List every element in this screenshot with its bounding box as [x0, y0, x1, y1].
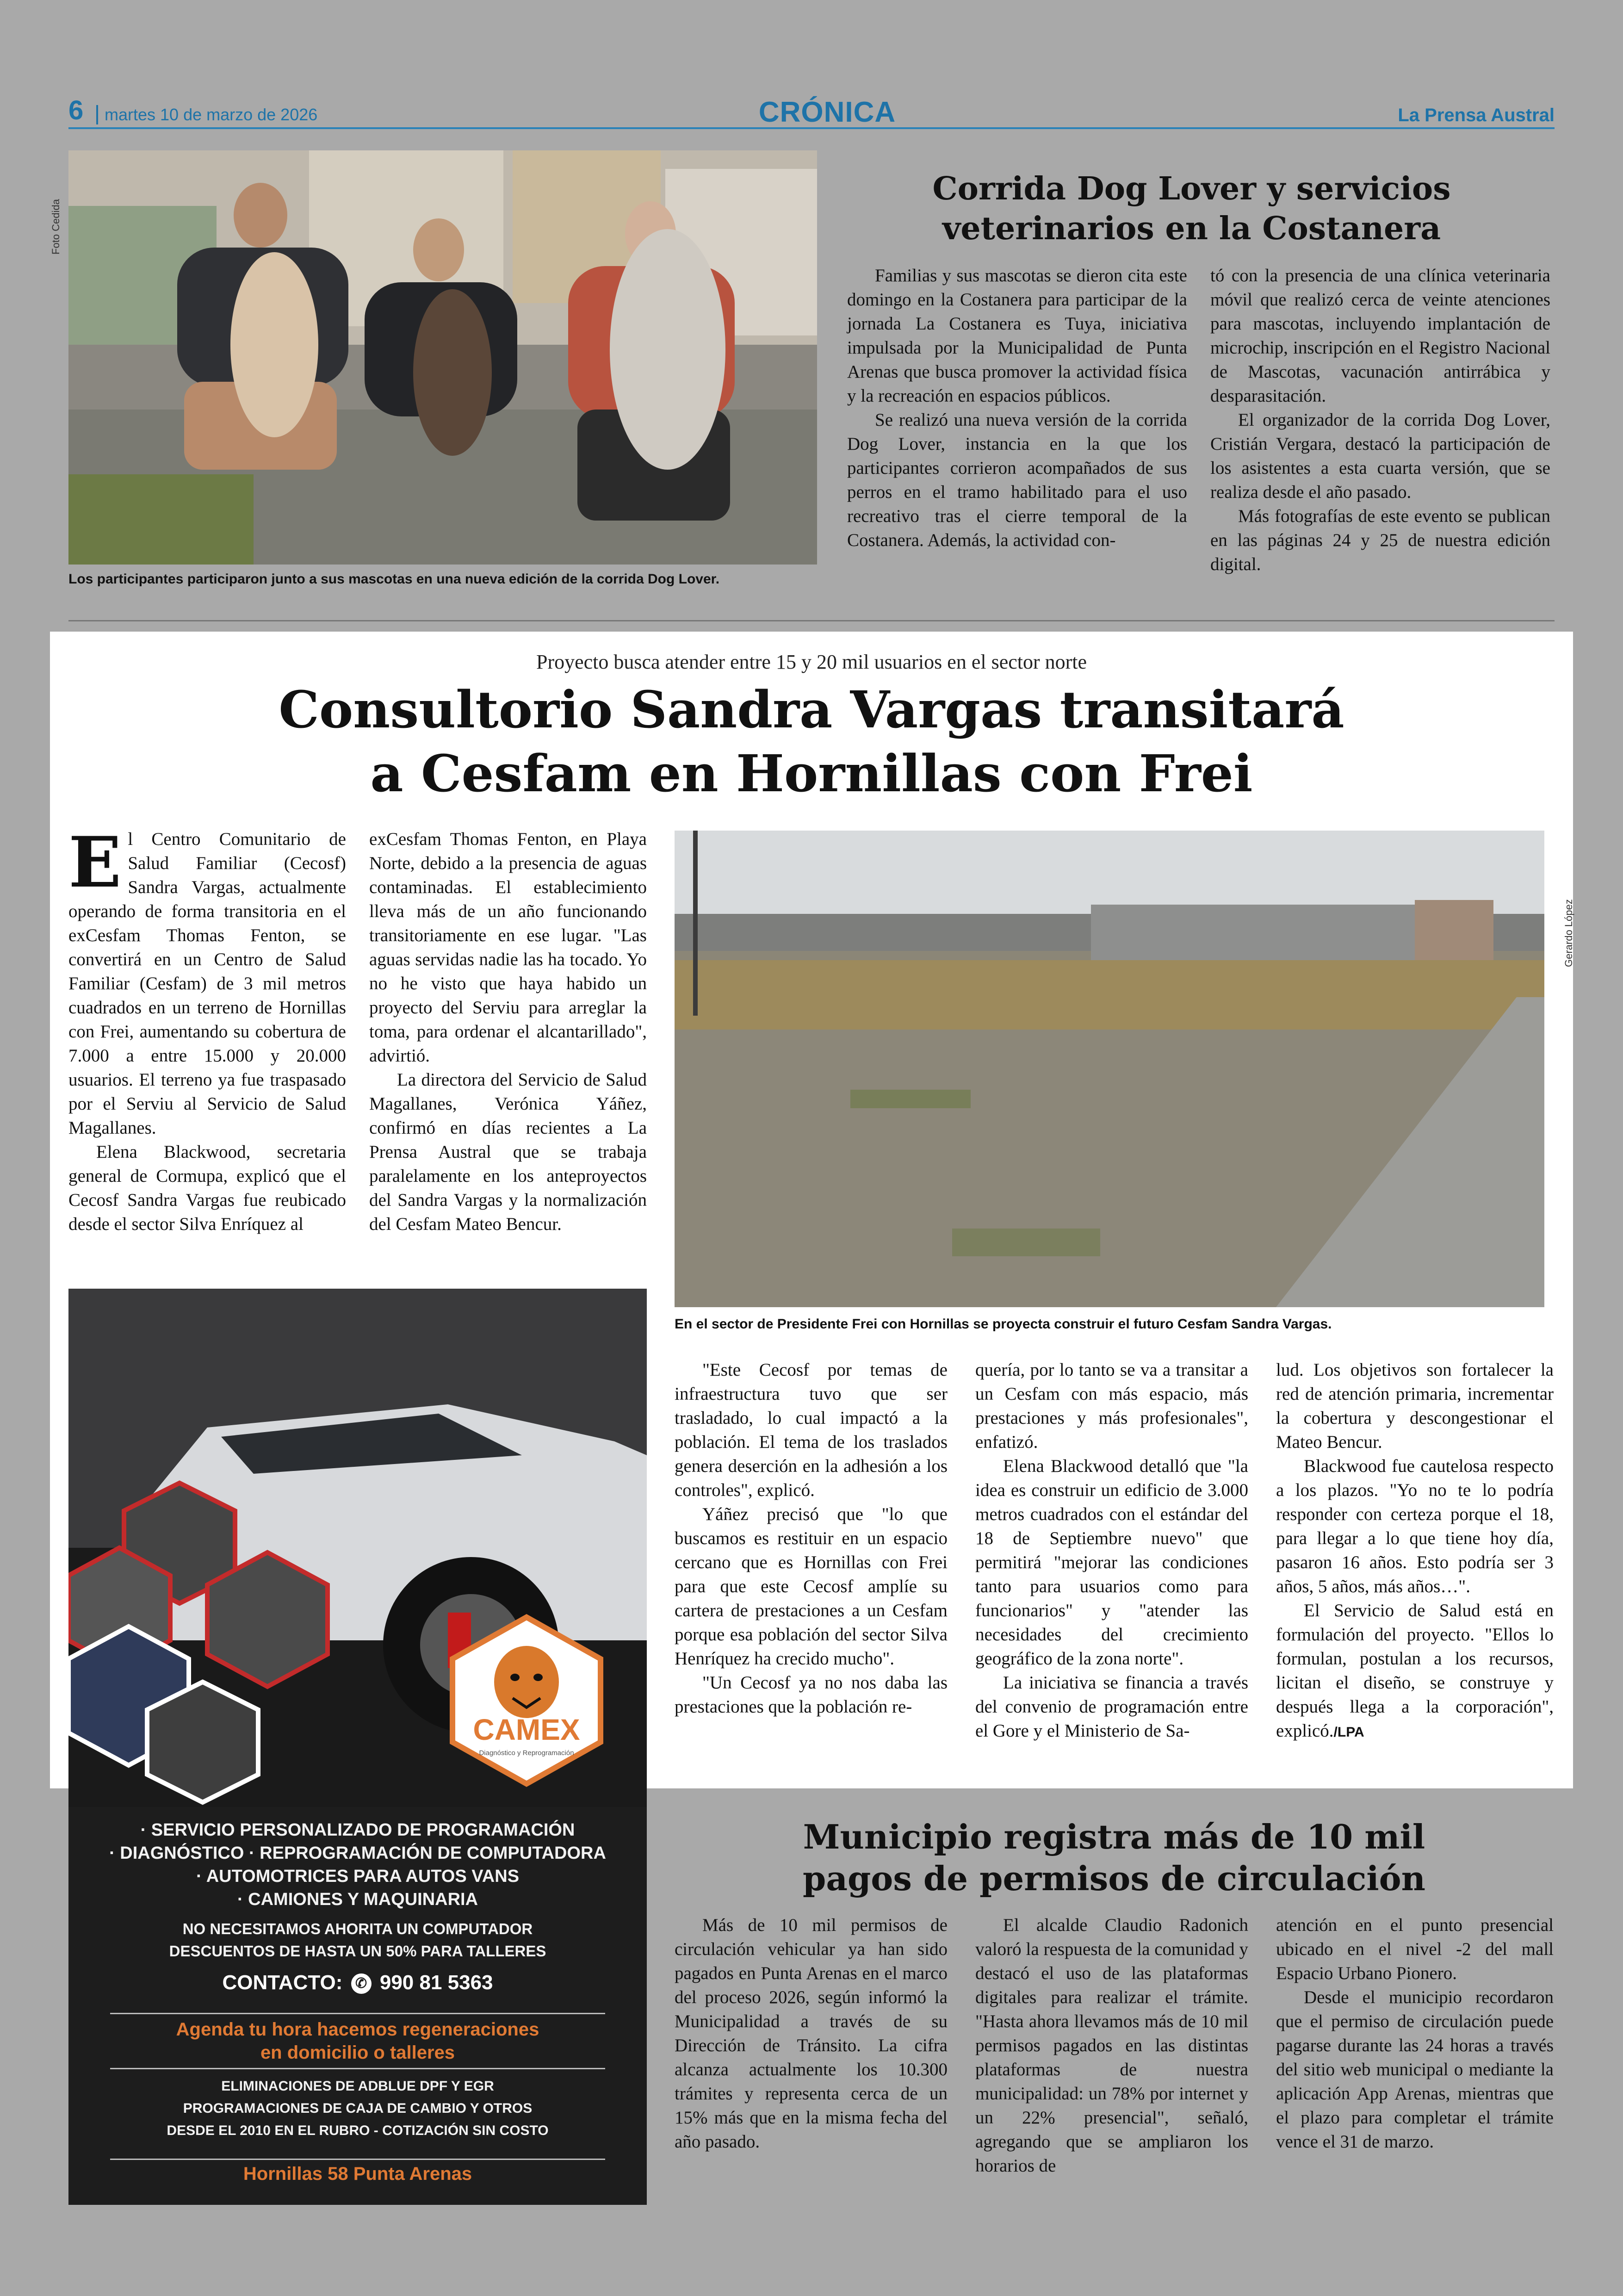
top-article-col2 [1210, 264, 1550, 577]
paragraph: "Este Cecosf por temas de infraestructura tuvo que ser trasladado, lo cual impactó a la población. El tema de los traslados genera deserción en la adhesión a los controles", explicó. [675, 1360, 948, 1500]
ad-agenda-line: en domicilio o talleres [260, 2042, 455, 2063]
main-article-col5 [1276, 1358, 1554, 1744]
paragraph: lud. Los objetivos son fortalecer la red de atención primaria, incrementar la cobertura y descongestionar el Mateo Bencur. [1276, 1360, 1554, 1452]
ad-service-item: · AUTOMOTRICES PARA AUTOS VANS [196, 1867, 520, 1886]
whatsapp-icon: ✆ [351, 1973, 372, 1994]
page-date: martes 10 de marzo de 2026 [96, 105, 317, 124]
paragraph: "Un Cecosf ya no nos daba las prestaciones que la población re- [675, 1673, 948, 1717]
newspaper-brand: La Prensa Austral [1398, 105, 1555, 125]
ad-contact-phone[interactable]: 990 81 5363 [379, 1971, 493, 1994]
paragraph [1276, 1599, 1554, 1744]
signature: /LPA [1333, 1725, 1364, 1740]
paragraph: atención en el punto presencial ubicado en el nivel -2 del mall Espacio Urbano Pionero. [1276, 1915, 1554, 1983]
paragraph: quería, por lo tanto se va a transitar a un Cesfam con más espacio, más prestaciones y más profesionales", enfatizó. [975, 1360, 1248, 1452]
paragraph: La directora del Servicio de Salud Magallanes, Verónica Yáñez, confirmó en días recientes a La Prensa Austral que se trabaja paralelamente en los anteproyectos del Sandra Vargas y la normalización del Cesfam Mateo Bencur. [369, 1070, 647, 1234]
main-article-col4 [975, 1358, 1248, 1743]
bottom-article-col2 [975, 1913, 1248, 2178]
ad-address: Hornillas 58 Punta Arenas [110, 2159, 605, 2184]
ad-detail-line: ELIMINACIONES DE ADBLUE DPF Y EGR [221, 2079, 494, 2094]
paragraph: El organizador de la corrida Dog Lover, Cristián Vergara, destacó la participación de los asistentes a esta cuarta versión, que se realiza desde el año pasado. [1210, 410, 1550, 502]
hornillas-lot-photo-image [675, 831, 1544, 1307]
ad-note-line: NO NECESITAMOS AHORITA UN COMPUTADOR [182, 1920, 533, 1937]
ad-service-item: · CAMIONES Y MAQUINARIA [237, 1890, 478, 1909]
main-title-line1: Consultorio Sandra Vargas transitará [279, 680, 1344, 739]
main-title-line2: a Cesfam en Hornillas con Frei [370, 744, 1253, 803]
dropcap: E [68, 822, 122, 903]
dog-lover-photo-image [68, 150, 817, 565]
paragraph: Elena Blackwood detalló que "la idea es construir un edificio de 3.000 metros cuadrados con el estándar del 18 de Septiembre nuevo" que permitirá "mejorar las condiciones tanto para usuarios como para funcionarios" y "atender las necesidades del crecimiento geográfico de la zona norte". [975, 1456, 1248, 1669]
paragraph: Desde el municipio recordaron que el permiso de circulación puede pagarse durante las 24 horas a través del sitio web municipal o mediante la aplicación App Arenas, mientras que el plazo para completar el trámite vence el 31 de marzo. [1276, 1987, 1554, 2152]
bottom-title-line2: pagos de permisos de circulación [802, 1859, 1426, 1898]
paragraph-text: l Centro Comunitario de Salud Familiar (Cecosf) Sandra Vargas, actualmente operando de forma transitoria en el exCesfam Thomas Fenton, se convertirá en un Centro de Salud Familiar (Cesfam) de 3 mil metros cuadrados en un terreno de Hornillas con Frei, aumentando su cobertura de 7.000 a entre 15.000 y 20.000 usuarios. El terreno ya fue traspasado por el Serviu al Servicio de Salud Magallanes. [68, 829, 346, 1138]
camex-logo-icon [434, 1608, 619, 1793]
main-photo-caption: En el sector de Presidente Frei con Hornillas se proyecta construir el futuro Cesfam Sandra Vargas. [675, 1316, 1332, 1332]
main-article-col2 [369, 827, 647, 1236]
hornillas-lot-photo [675, 831, 1544, 1307]
bottom-article-col3 [1276, 1913, 1554, 2154]
paragraph-text: El Servicio de Salud está en formulación del proyecto. "Ellos lo formulan, postulan a los recursos, licitan el diseño, se construye y después llega a la corporación", explicó. [1276, 1601, 1554, 1741]
main-article-col1 [68, 822, 346, 1236]
paragraph [68, 822, 346, 1140]
main-article-col3 [675, 1358, 948, 1719]
ad-note [68, 1918, 647, 1962]
section-name: CRÓNICA [758, 96, 896, 128]
ad-detail-line: PROGRAMACIONES DE CAJA DE CAMBIO Y OTROS [183, 2101, 533, 2116]
bottom-title-line1: Municipio registra más de 10 mil [803, 1817, 1425, 1856]
paragraph: Familias y sus mascotas se dieron cita este domingo en la Costanera para participar de la jornada La Costanera es Tuya, iniciativa impulsada por la Municipalidad de Punta Arenas que busca promover la actividad física y la recreación en espacios públicos. [847, 266, 1187, 406]
divider [68, 620, 1555, 621]
main-photo-credit: Gerardo López [1563, 899, 1574, 967]
top-photo-caption: Los participantes participaron junto a sus mascotas en una nueva edición de la corrida Dog Lover. [68, 571, 720, 587]
top-article-col1 [847, 264, 1187, 552]
ad-service-item: · SERVICIO PERSONALIZADO DE PROGRAMACIÓN [140, 1820, 575, 1840]
paragraph: Más fotografías de este evento se publican en las páginas 24 y 25 de nuestra edición digital. [1210, 506, 1550, 574]
ad-detail-line: DESDE EL 2010 EN EL RUBRO - COTIZACIÓN SIN COSTO [167, 2123, 549, 2138]
camex-advertisement[interactable] [68, 1289, 647, 2205]
camex-logo-text: CAMEX [473, 1713, 580, 1746]
paragraph: Blackwood fue cautelosa respecto a los plazos. "Yo no te lo podría responder con certeza porque el 18, para llegar a lo que tiene hoy día, pasaron 16 años. Esto podría ser 3 años, 5 años, más años…". [1276, 1456, 1554, 1596]
paragraph: tó con la presencia de una clínica veterinaria móvil que realizó cerca de veinte atenciones para mascotas, incluyendo implantación de microchip, inscripción en el Registro Nacional de Mascotas, vacunación antirrábica y desparasitación. [1210, 266, 1550, 406]
paragraph: Yáñez precisó que "lo que buscamos es restituir en un espacio cercano que es Hornillas con Frei para que este Cecosf amplíe su cartera de prestaciones a un Cesfam porque esa población del sector Silva Henríquez ha crecido mucho". [675, 1504, 948, 1669]
page-number: 6 [68, 95, 84, 125]
ad-details [68, 2075, 647, 2142]
paragraph: Más de 10 mil permisos de circulación vehicular ya han sido pagados en Punta Arenas en el marco del proceso 2026, según informó la Municipalidad a través de su Dirección de Tránsito. La cifra alcanza actualmente los 10.300 trámites y representa cerca de un 15% más que en la misma fecha del año pasado. [675, 1915, 948, 2152]
dog-lover-photo [68, 150, 817, 565]
ad-service-item: · DIAGNÓSTICO · REPROGRAMACIÓN DE COMPUTADORA [109, 1843, 606, 1863]
ad-contact-label: CONTACTO: [222, 1971, 343, 1994]
camex-logo-tagline: Diagnóstico y Reprogramación [479, 1749, 574, 1757]
paragraph: La iniciativa se financia a través del convenio de programación entre el Gore y el Ministerio de Sa- [975, 1673, 1248, 1741]
page-header [68, 95, 1555, 129]
main-article-title [68, 678, 1555, 806]
ad-contact[interactable] [68, 1971, 647, 1994]
bottom-article-title [675, 1816, 1554, 1899]
top-article-title: Corrida Dog Lover y servicios veterinarios en la Costanera [932, 170, 1451, 247]
ad-agenda-line: Agenda tu hora hacemos regeneraciones [176, 2019, 539, 2040]
ad-note-line: DESCUENTOS DE HASTA UN 50% PARA TALLERES [169, 1942, 546, 1960]
paragraph: exCesfam Thomas Fenton, en Playa Norte, debido a la presencia de aguas contaminadas. El establecimiento lleva más de un año funcionando transitoriamente en ese lugar. "Las aguas servidas nadie las ha tocado. Yo no he visto que haya habido un proyecto del Serviu para arreglar la toma, para ordenar el alcantarillado", advirtió. [369, 829, 647, 1066]
bottom-article-col1 [675, 1913, 948, 2154]
paragraph: Elena Blackwood, secretaria general de Cormupa, explicó que el Cecosf Sandra Vargas fue reubicado desde el sector Silva Enríquez al [68, 1142, 346, 1234]
main-article-kicker: Proyecto busca atender entre 15 y 20 mil usuarios en el sector norte [536, 651, 1087, 673]
newspaper-page [50, 88, 1574, 2221]
paragraph: El alcalde Claudio Radonich valoró la respuesta de la comunidad y destacó el uso de las plataformas digitales para realizar el trámite. "Hasta ahora llevamos más de 10 mil permisos pagados en las distintas plataformas de nuestra municipalidad: un 78% por internet y un 22% presencial", señaló, agregando que se ampliaron los horarios de [975, 1915, 1248, 2176]
ad-agenda [110, 2013, 605, 2069]
ad-service-list [68, 1818, 647, 1911]
top-photo-credit: Foto Cedida [50, 199, 62, 254]
paragraph: Se realizó una nueva versión de la corrida Dog Lover, instancia en la que los participantes corrieron acompañados de sus perros en el tramo habilitado para el uso recreativo tras el cierre temporal de la Costanera. Además, la actividad con- [847, 410, 1187, 550]
